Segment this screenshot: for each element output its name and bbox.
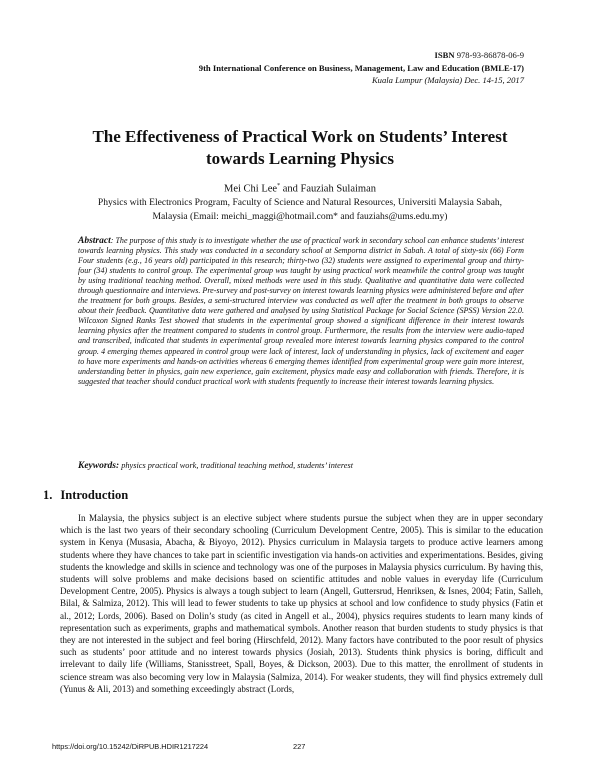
authors [60, 180, 540, 196]
section-number: 1. [43, 488, 53, 502]
conference-name: 9th International Conference on Business, Management, Law and Education (BMLE-17) [198, 63, 524, 73]
introduction-paragraph: In Malaysia, the physics subject is an elective subject where students pursue the subject when they are in upper secondary which is the last two years of their secondary schooling (Curriculum Development Centre, 2005). This is similar to the education system in Kenya (Musasia, Abacha, & Biyoyo, 2012). Physics curriculum in Malaysia targets to produce active learners among students where they have chances to take part in scientific investigation via hands-on activities and experimentations. Besides, giving students the knowledge and skills in science and technology was one of the purposes in Malaysia physics curriculum. By having this, students will solve problems and make decisions based on scientific attitudes and noble values in everyday life (Curriculum Development Centre, 2005). Physics is always a tough subject to learn (Angell, Guttersrud, Henriksen, & Isnes, 2004; Fatin, Salleh, Bilal, & Salmiza, 2012). This will lead to fewer students to take up physics at school and low confidence to study physics (Fatin et al., 2012; Lords, 2006). Based on Dolin’s study (as cited in Angell et al., 2004), physics requires students to learn many kinds of representation such as experiments, graphs and mathematical symbols. Another reason that burden students to study physics is that they are not interested in the subject and feel boring (Hirschfeld, 2012). Many factors have contributed to the poor result of physics such as students’ poor attitude and no interest towards physics (Josiah, 2013). Students think physics is boring, difficult and irrelevant to daily life (Williams, Stanisstreet, Spall, Boyes, & Dickson, 2003). Due to this matter, the enrollment of students in science stream was also becoming very low in Malaysia (Salmiza, 2014). For weaker students, they will find physics extremely dull (Yunus & Ali, 2013) and something exceedingly abstract (Lords, [60, 513, 543, 694]
affiliation-line-1: Physics with Electronics Program, Faculty of Science and Natural Resources, Universiti Malaysia Sabah, [97, 197, 503, 208]
author-1: Mei Chi Lee [223, 183, 278, 195]
paper-title-line-1: The Effectiveness of Practical Work on Students’ Interest [92, 127, 508, 146]
section-title: Introduction [60, 488, 129, 502]
abstract-text: : The purpose of this study is to investigate whether the use of practical work in secondary school can enhance students’ interest towards learning physics. This study was conducted in a secondary school at Semporna district in Sabah. A total of sixty-six (66) Form Four students (e.g., 16 years old) participated in this research; thirty-two (32) students were assigned to experimental group and thirty-four (34) students to control group. The experimental group was taught by using practical work meanwhile the control group was taught by using traditional teaching method. Overall, mixed methods were used in this study. Qualitative and quantitative data were collected through questionnaire and interviews. Pre-survey and post-survey on interest towards learning physics were administered before and after the treatment for both groups. Besides, a semi-structured interview was conducted as well after the treatment in both groups to observe about their feedback. Quantitative data were gathered and analysed by using Statistical Package for Social Science (SPSS) Version 22.0. Wilcoxon Signed Ranks Test showed that students in the experimental group showed a significant difference in their interest towards learning physics after the treatment compared to students in control group. Furthermore, the results from the interview were audio-taped and transcribed, indicated that students in experimental group revealed more interest towards learning physics compared to the control group. 4 emerging themes appeared in control group were lack of interest, lack of understanding in physics, lack of excitement and eager to have more experiments and hands-on activities whereas 6 emerging themes identified from experimental group were gain more interest, understanding better in physics, gain new experience, gain excitement, physics made easy and collaboration with friends. Therefore, it is suggested that teacher should conduct practical work with students frequently to increase their interest towards learning physics. [78, 236, 524, 386]
affiliation-line-2: Malaysia (Email: meichi_maggi@hotmail.com* and fauziahs@ums.edu.my) [152, 210, 448, 222]
paper-title-line-2: towards Learning Physics [206, 149, 394, 168]
isbn-value: 978-93-86878-06-9 [456, 50, 524, 60]
keywords [78, 460, 524, 472]
paper-title [60, 126, 540, 170]
section-heading [43, 487, 128, 503]
page-number: 227 [293, 742, 306, 751]
abstract [78, 236, 524, 387]
keywords-text: physics practical work, traditional teaching method, students’ interest [119, 461, 353, 470]
keywords-label: Keywords: [78, 461, 120, 471]
affiliation [60, 196, 540, 223]
abstract-label: Abstract [78, 236, 111, 246]
isbn-line [434, 50, 524, 61]
author-2: and Fauziah Sulaiman [280, 183, 376, 195]
corresponding-author-mark: * [277, 183, 281, 189]
isbn-label: ISBN [434, 50, 455, 60]
doi-link[interactable]: https://doi.org/10.15242/DiRPUB.HDIR1217224 [52, 742, 209, 751]
conference-location-date: Kuala Lumpur (Malaysia) Dec. 14-15, 2017 [371, 75, 524, 85]
